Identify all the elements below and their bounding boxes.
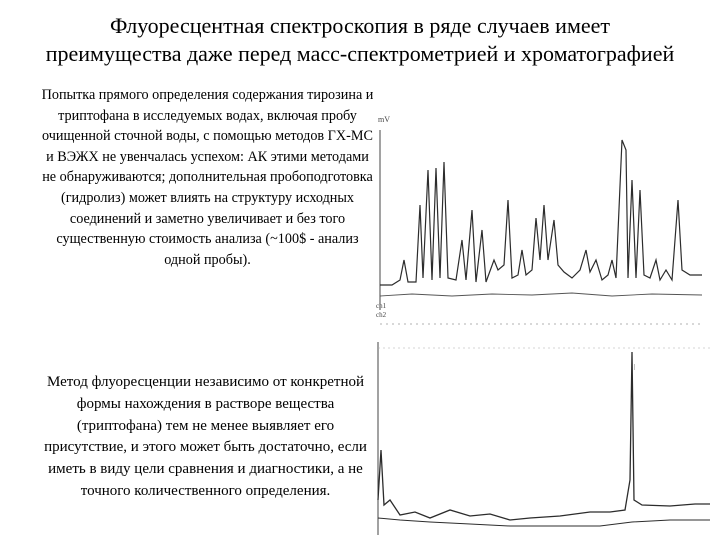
title-line-1: Флуоресцентная спектроскопия в ряде случаев имеет <box>109 13 611 38</box>
paragraph-direct-determination: Попытка прямого определения содержания тирозина и триптофана в исследуемых водах, включая пробу очищенной сточной воды, с помощью методов ГХ-МС и ВЭЖХ не увенчалась успехом: АК этими методами не обнаруживаются; дополнительная пробоподготовка (гидролиз) может влиять на структуру исходных соединений и заметно увеличивает и без того существенную стоимость анализа (~100$ - анализ одной пробы). <box>41 87 374 268</box>
chromatogram-top <box>372 110 712 345</box>
chromatogram-top-unit: mV <box>378 115 390 124</box>
chromatogram-top-trace-label-2: ch2 <box>376 311 387 319</box>
chromatogram-top-trace <box>380 140 702 285</box>
chromatogram-bottom-baseline <box>378 518 710 526</box>
title-line-2: преимущества даже перед масс-спектрометрией и хроматографией <box>45 41 675 66</box>
chromatogram-top-trace-label-1: ch1 <box>376 302 387 310</box>
paragraph-fluorescence-method: Метод флуоресценции независимо от конкретной формы нахождения в растворе вещества (триптофана) тем не менее выявляет его присутствие, и этого может быть достаточно, если иметь в виду цели сравнения и диагностики, а не точного количественного определения. <box>44 374 367 499</box>
chromatogram-bottom-peak-label: — <box>632 364 638 370</box>
slide-title <box>0 12 720 68</box>
chromatogram-top-baseline <box>380 293 702 296</box>
chromatogram-bottom-trace <box>378 352 710 520</box>
chromatogram-bottom <box>370 340 715 540</box>
